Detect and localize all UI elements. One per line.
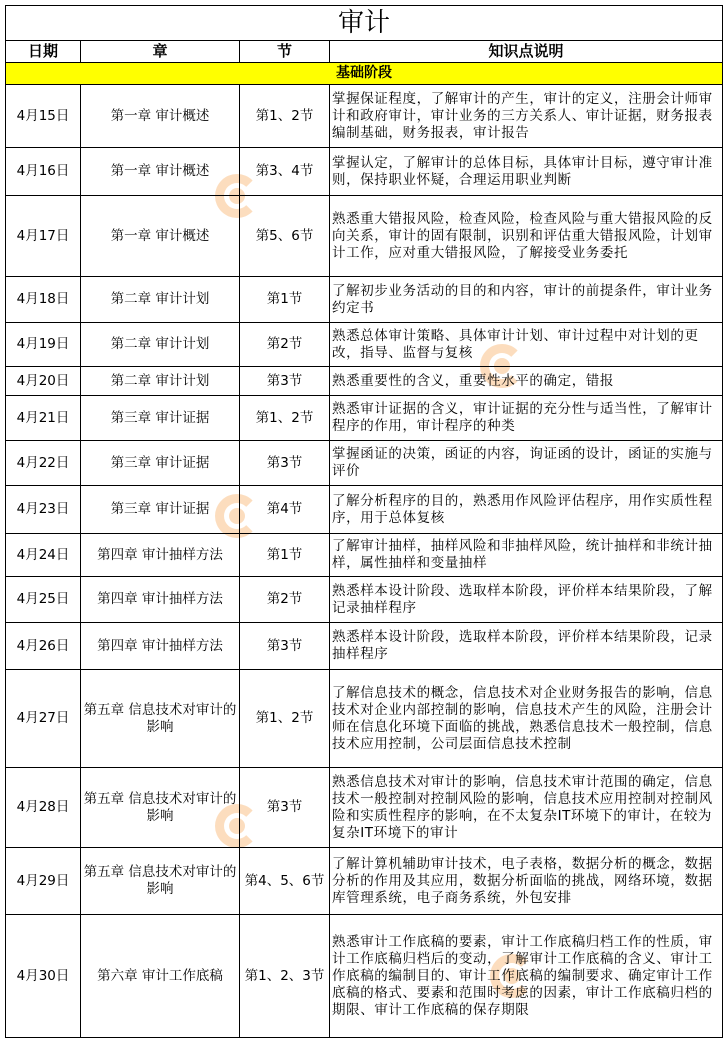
chapter-cell: 第一章 审计概述 xyxy=(81,85,240,148)
description-cell: 了解计算机辅助审计技术，电子表格，数据分析的概念，数据分析的作用及其应用，数据分析面临的挑战，网络环境，数据库管理系统，电子商务系统，外包安排 xyxy=(330,848,723,915)
section-cell: 第1、2节 xyxy=(240,396,330,441)
chapter-cell: 第一章 审计概述 xyxy=(81,196,240,277)
date-cell: 4月17日 xyxy=(6,196,81,277)
description-cell: 掌握保证程度，了解审计的产生，审计的定义，注册会计师审计和政府审计，审计业务的三方关系人、审计证据，财务报表编制基础，财务报表，审计报告 xyxy=(330,85,723,148)
chapter-cell: 第二章 审计计划 xyxy=(81,277,240,323)
section-cell: 第2节 xyxy=(240,323,330,367)
table-row xyxy=(6,323,723,367)
table-row xyxy=(6,577,723,623)
column-header-chapter: 章 xyxy=(81,41,240,63)
description-cell: 熟悉信息技术对审计的影响，信息技术审计范围的确定，信息技术一般控制对控制风险的影响，信息技术应用控制对控制风险和实质性程序的影响，在不太复杂IT环境下的审计，在较为复杂IT环境下的审计 xyxy=(330,768,723,848)
section-cell: 第3节 xyxy=(240,768,330,848)
chapter-cell: 第三章 审计证据 xyxy=(81,486,240,534)
header-row xyxy=(6,41,723,63)
date-cell: 4月29日 xyxy=(6,848,81,915)
date-cell: 4月16日 xyxy=(6,148,81,196)
description-cell: 了解审计抽样，抽样风险和非抽样风险，统计抽样和非统计抽样，属性抽样和变量抽样 xyxy=(330,534,723,577)
date-cell: 4月26日 xyxy=(6,623,81,670)
description-cell: 熟悉审计工作底稿的要素，审计工作底稿归档工作的性质，审计工作底稿归档后的变动，了解审计工作底稿的含义、审计工作底稿的编制目的、审计工作底稿的编制要求、确定审计工作底稿的格式、要素和范围时考虑的因素，审计工作底稿归档的期限、审计工作底稿的保存期限 xyxy=(330,915,723,1038)
section-cell: 第3、4节 xyxy=(240,148,330,196)
title-row xyxy=(6,6,723,41)
description-cell: 掌握函证的决策，函证的内容，询证函的设计，函证的实施与评价 xyxy=(330,441,723,486)
chapter-cell: 第二章 审计计划 xyxy=(81,367,240,396)
chapter-cell: 第五章 信息技术对审计的影响 xyxy=(81,768,240,848)
column-header-description: 知识点说明 xyxy=(330,41,723,63)
section-cell: 第5、6节 xyxy=(240,196,330,277)
description-cell: 熟悉审计证据的含义，审计证据的充分性与适当性，了解审计程序的作用，审计程序的种类 xyxy=(330,396,723,441)
chapter-cell: 第二章 审计计划 xyxy=(81,323,240,367)
date-cell: 4月23日 xyxy=(6,486,81,534)
table-row xyxy=(6,196,723,277)
table-row xyxy=(6,848,723,915)
section-cell: 第4、5、6节 xyxy=(240,848,330,915)
page-title: 审计 xyxy=(6,6,723,41)
section-cell: 第3节 xyxy=(240,441,330,486)
chapter-cell: 第五章 信息技术对审计的影响 xyxy=(81,670,240,768)
date-cell: 4月22日 xyxy=(6,441,81,486)
chapter-cell: 第四章 审计抽样方法 xyxy=(81,534,240,577)
chapter-cell: 第五章 信息技术对审计的影响 xyxy=(81,848,240,915)
date-cell: 4月25日 xyxy=(6,577,81,623)
description-cell: 了解信息技术的概念，信息技术对企业财务报告的影响，信息技术对企业内部控制的影响，信息技术产生的风险，注册会计师在信息化环境下面临的挑战，熟悉信息技术一般控制，信息技术应用控制，公司层面信息技术控制 xyxy=(330,670,723,768)
chapter-cell: 第三章 审计证据 xyxy=(81,396,240,441)
table-row xyxy=(6,623,723,670)
date-cell: 4月18日 xyxy=(6,277,81,323)
table-row xyxy=(6,768,723,848)
stage-label: 基础阶段 xyxy=(6,63,723,85)
date-cell: 4月30日 xyxy=(6,915,81,1038)
description-cell: 熟悉总体审计策略、具体审计计划、审计过程中对计划的更改，指导、监督与复核 xyxy=(330,323,723,367)
chapter-cell: 第四章 审计抽样方法 xyxy=(81,623,240,670)
section-cell: 第1、2节 xyxy=(240,670,330,768)
date-cell: 4月15日 xyxy=(6,85,81,148)
date-cell: 4月21日 xyxy=(6,396,81,441)
section-cell: 第4节 xyxy=(240,486,330,534)
description-cell: 熟悉重要性的含义，重要性水平的确定，错报 xyxy=(330,367,723,396)
table-row xyxy=(6,534,723,577)
section-cell: 第1节 xyxy=(240,277,330,323)
schedule-table xyxy=(5,5,723,1038)
table-row xyxy=(6,441,723,486)
table-row xyxy=(6,396,723,441)
date-cell: 4月19日 xyxy=(6,323,81,367)
date-cell: 4月28日 xyxy=(6,768,81,848)
table-row xyxy=(6,277,723,323)
chapter-cell: 第六章 审计工作底稿 xyxy=(81,915,240,1038)
table-row xyxy=(6,915,723,1038)
table-row xyxy=(6,367,723,396)
section-cell: 第1、2、3节 xyxy=(240,915,330,1038)
chapter-cell: 第四章 审计抽样方法 xyxy=(81,577,240,623)
column-header-date: 日期 xyxy=(6,41,81,63)
section-cell: 第1节 xyxy=(240,534,330,577)
column-header-section: 节 xyxy=(240,41,330,63)
chapter-cell: 第三章 审计证据 xyxy=(81,441,240,486)
description-cell: 了解初步业务活动的目的和内容，审计的前提条件，审计业务约定书 xyxy=(330,277,723,323)
table-row xyxy=(6,670,723,768)
table-row xyxy=(6,85,723,148)
description-cell: 熟悉重大错报风险，检查风险，检查风险与重大错报风险的反向关系，审计的固有限制，识别和评估重大错报风险，计划审计工作，应对重大错报风险，了解接受业务委托 xyxy=(330,196,723,277)
section-cell: 第3节 xyxy=(240,623,330,670)
section-cell: 第1、2节 xyxy=(240,85,330,148)
section-cell: 第2节 xyxy=(240,577,330,623)
date-cell: 4月24日 xyxy=(6,534,81,577)
description-cell: 了解分析程序的目的，熟悉用作风险评估程序，用作实质性程序，用于总体复核 xyxy=(330,486,723,534)
description-cell: 熟悉样本设计阶段、选取样本阶段，评价样本结果阶段，了解记录抽样程序 xyxy=(330,577,723,623)
date-cell: 4月27日 xyxy=(6,670,81,768)
section-cell: 第3节 xyxy=(240,367,330,396)
table-row xyxy=(6,148,723,196)
table-row xyxy=(6,486,723,534)
date-cell: 4月20日 xyxy=(6,367,81,396)
stage-row xyxy=(6,63,723,85)
description-cell: 掌握认定，了解审计的总体目标，具体审计目标，遵守审计准则，保持职业怀疑，合理运用职业判断 xyxy=(330,148,723,196)
chapter-cell: 第一章 审计概述 xyxy=(81,148,240,196)
description-cell: 熟悉样本设计阶段，选取样本阶段，评价样本结果阶段，记录抽样程序 xyxy=(330,623,723,670)
